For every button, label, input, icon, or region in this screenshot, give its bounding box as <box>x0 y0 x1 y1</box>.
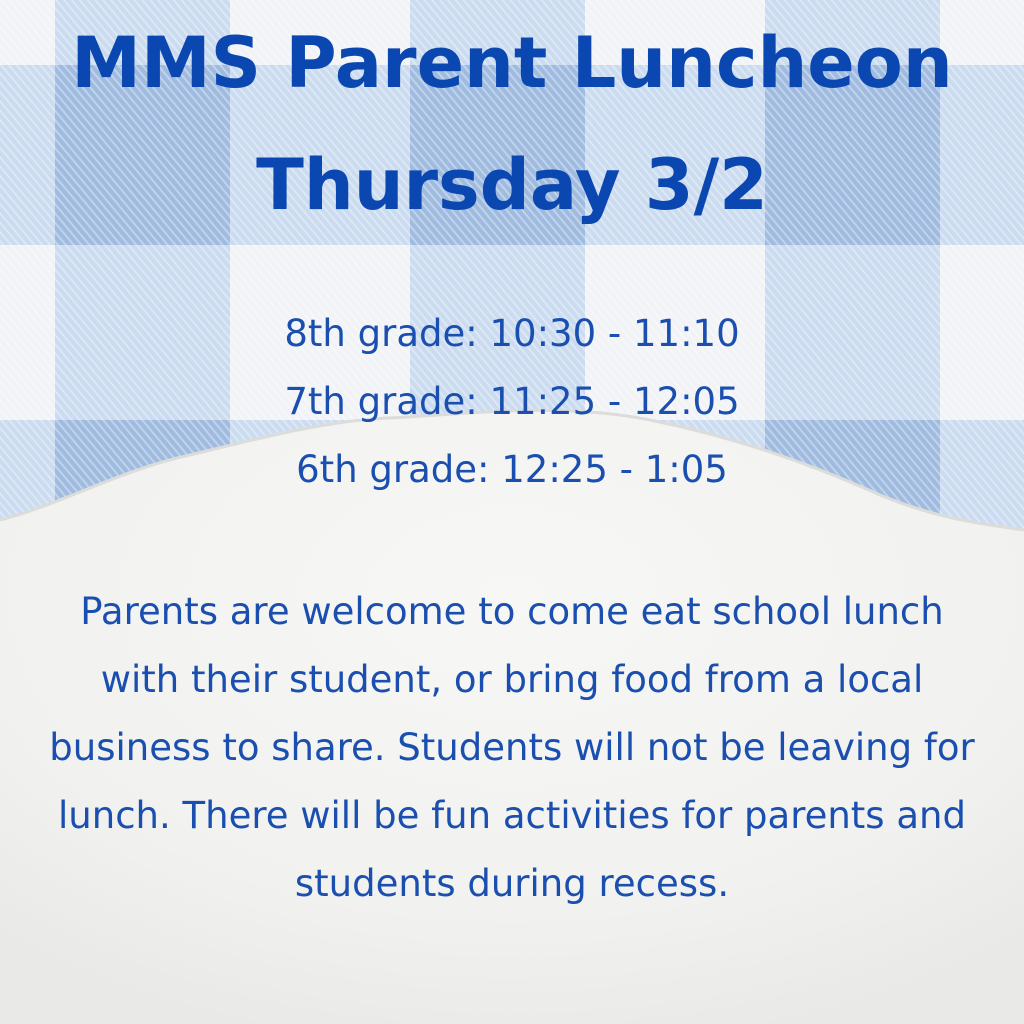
event-description: Parents are welcome to come eat school lunch with their student, or bring food from a local business to share. Students will not be leaving for lunch. There will be fun activities for parents and students during recess. <box>49 590 975 905</box>
title-line-1: MMS Parent Luncheon <box>71 22 953 104</box>
schedule-item-6th-grade: 6th grade: 12:25 - 1:05 <box>296 448 728 491</box>
schedule-item-7th-grade: 7th grade: 11:25 - 12:05 <box>284 380 740 423</box>
title-line-2: Thursday 3/2 <box>256 144 768 226</box>
lunch-schedule <box>0 300 1024 504</box>
schedule-item-8th-grade: 8th grade: 10:30 - 11:10 <box>284 312 740 355</box>
